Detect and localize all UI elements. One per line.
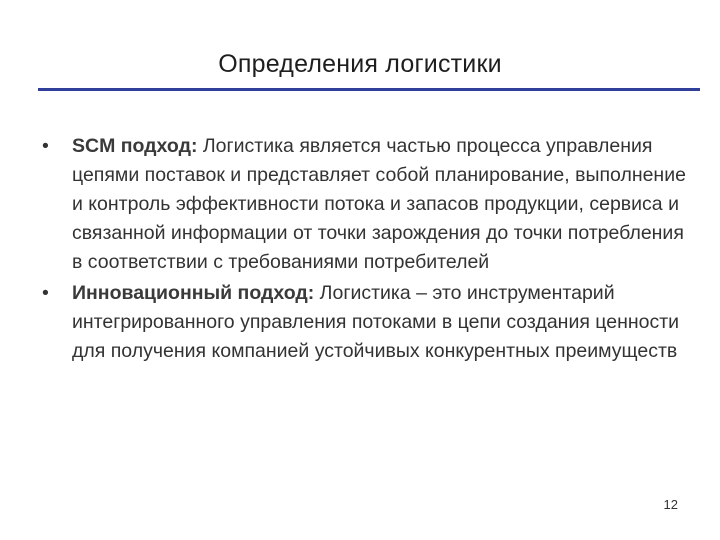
bullet-icon: • xyxy=(42,135,49,157)
bullet-item-scm xyxy=(40,132,690,277)
bullet-term: Инновационный подход: xyxy=(72,282,315,304)
title-divider xyxy=(38,88,700,91)
bullet-item-innovation xyxy=(40,279,690,366)
page-number: 12 xyxy=(663,497,678,512)
bullet-list xyxy=(40,132,690,368)
bullet-text: Логистика – это инструментарий интегрированного управления потоками в цепи создания ценности для получения компанией устойчивых конкурентных преимуществ xyxy=(72,282,680,362)
slide-title: Определения логистики xyxy=(218,50,502,78)
bullet-term: SCM подход: xyxy=(72,135,198,157)
bullet-icon: • xyxy=(42,282,49,304)
bullet-text: Логистика является частью процесса управления цепями поставок и представляет собой планирование, выполнение и контроль эффективности потока и запасов продукции, сервиса и связанной информации от точки зарождения до точки потребления в соответствии с требованиями потребителей xyxy=(72,135,686,273)
